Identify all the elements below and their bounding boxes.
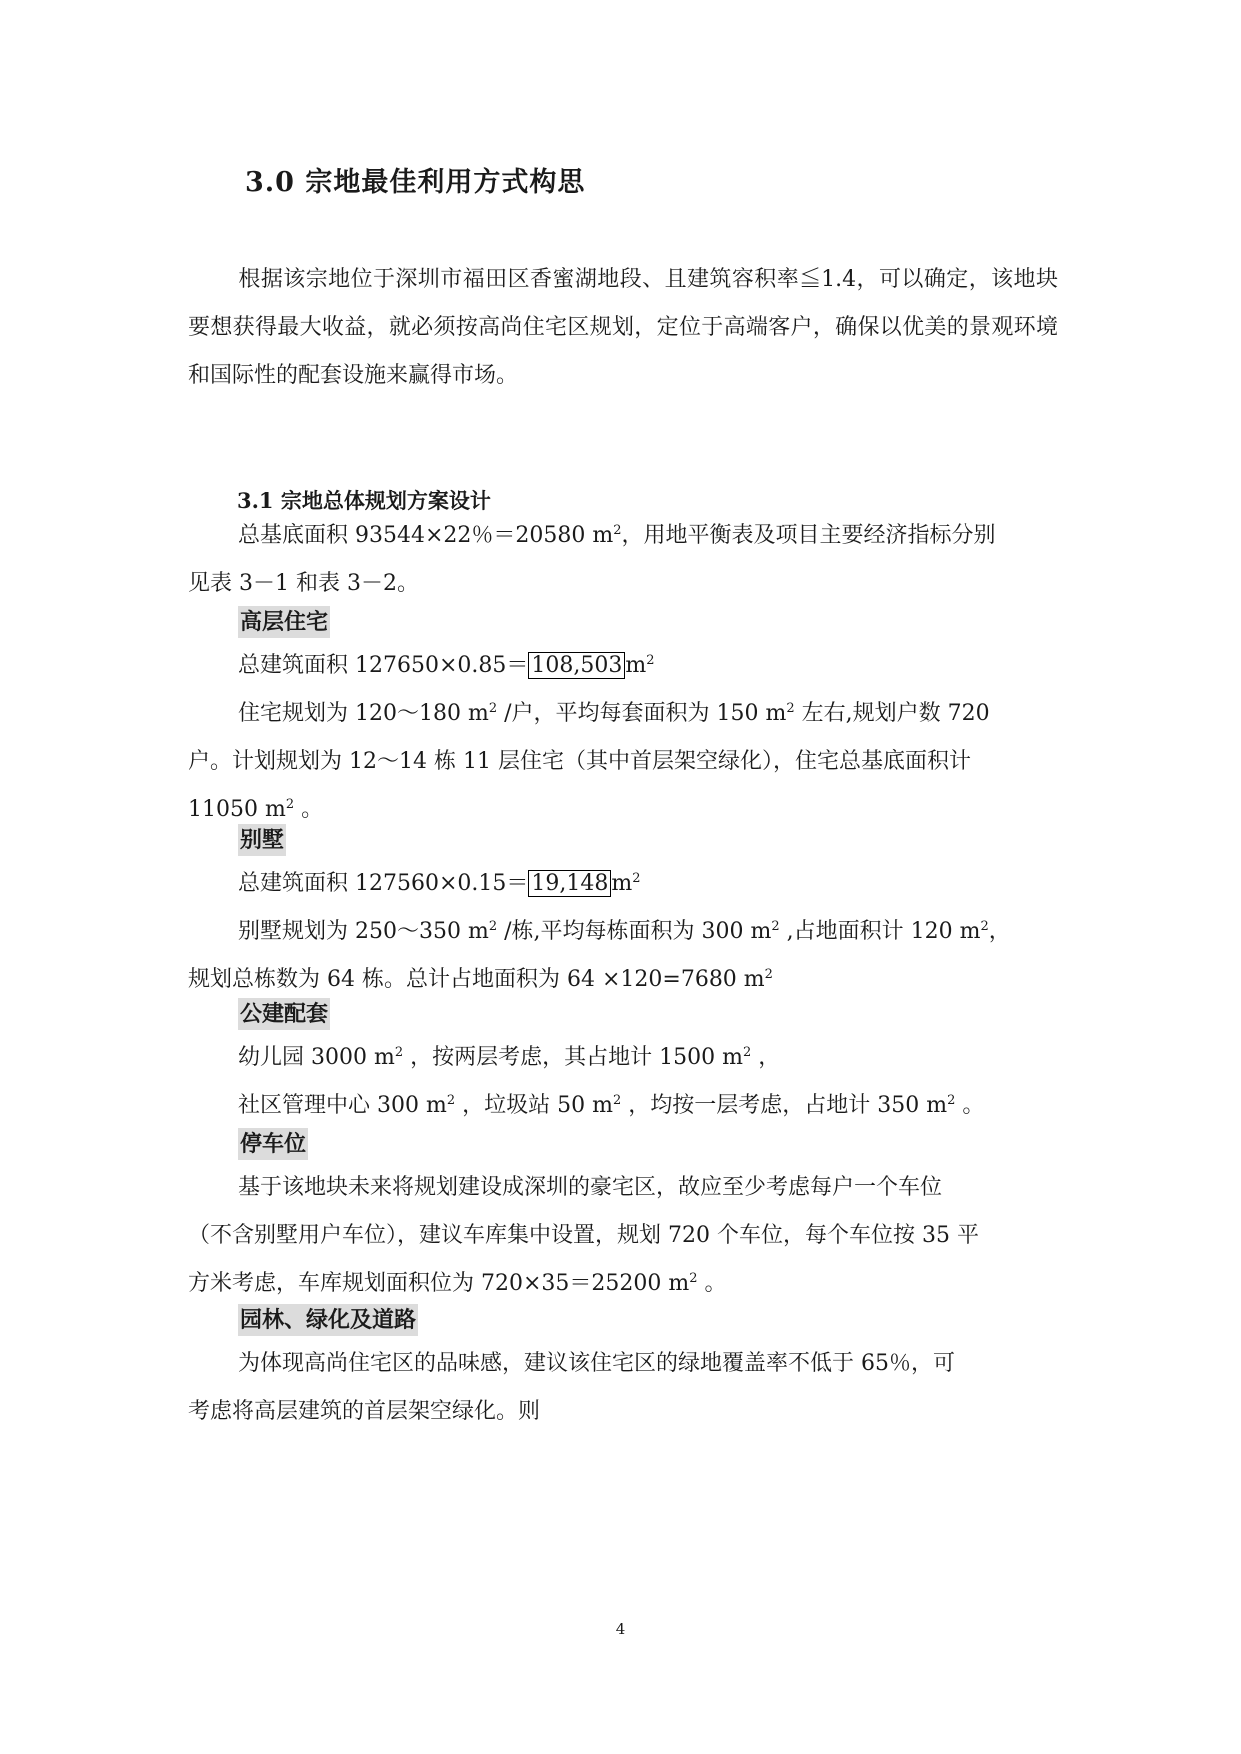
greening-heading: 园林、绿化及道路 (238, 1304, 418, 1336)
highrise-line-2: 户。计划规划为 12～14 栋 11 层住宅（其中首层架空绿化），住宅总基底面积计 (188, 749, 971, 774)
parking-line-3: 方米考虑，车库规划面积位为 720×35＝25200 $m^2$ 。 (188, 1271, 727, 1296)
villa-heading: 别墅 (238, 824, 286, 856)
public-line-1: 幼儿园 3000 $m^2$ ，按两层考虑，其占地计 1500 $m^2$ ， (238, 1045, 781, 1070)
highrise-line-1: 住宅规划为 120～180 $m^2$ /户，平均每套面积为 150 $m^2$ 左右,规划户数 720 (238, 701, 990, 726)
base-area-line: 总基底面积 93544×22％＝20580 $m^2$，用地平衡表及项目主要经济指标分别 (238, 523, 996, 548)
public-heading: 公建配套 (238, 998, 330, 1030)
highrise-total-area: 总建筑面积 127650×0.85＝ 108,503 $m^2$ (238, 653, 655, 678)
parking-line-2: （不含别墅用户车位），建议车库集中设置，规划 720 个车位，每个车位按 35 平 (188, 1223, 979, 1248)
highrise-line-3: 11050 $m^2$ 。 (188, 797, 324, 822)
subsection-title: 3.1 宗地总体规划方案设计 (237, 488, 491, 513)
villa-line-2: 规划总栋数为 64 栋。总计占地面积为 64 ×120=7680 $m^2$ (188, 967, 773, 992)
greening-line-1: 为体现高尚住宅区的品味感，建议该住宅区的绿地覆盖率不低于 65％，可 (238, 1351, 955, 1376)
base-area-line-2: 见表 3－1 和表 3－2。 (188, 571, 419, 596)
intro-text: 根据该宗地位于深圳市福田区香蜜湖地段、且建筑容积率≦1.4，可以确定，该地块要想获得最大收益，就必须按高尚住宅区规划，定位于高端客户，确保以优美的景观环境和国际性的配套设施来赢得市场。 (188, 267, 1058, 388)
villa-line-1: 别墅规划为 250～350 $m^2$ /栋,平均每栋面积为 300 $m^2$ ,占地面积计 120 $m^2$， (238, 919, 1011, 944)
page-number: 4 (615, 1620, 626, 1638)
villa-total-area: 总建筑面积 127560×0.15＝ 19,148 $m^2$ (238, 871, 641, 896)
intro-paragraph (188, 256, 1058, 400)
highrise-heading: 高层住宅 (238, 606, 330, 638)
public-line-2: 社区管理中心 300 $m^2$ ，垃圾站 50 $m^2$ ，均按一层考虑，占地计 350 $m^2$ 。 (238, 1093, 985, 1118)
parking-heading: 停车位 (238, 1128, 308, 1160)
highrise-total-value: 108,503 (528, 652, 625, 679)
parking-line-1: 基于该地块未来将规划建设成深圳的豪宅区，故应至少考虑每户一个车位 (238, 1175, 943, 1200)
section-title: 3.0 宗地最佳利用方式构思 (245, 167, 586, 198)
villa-total-value: 19,148 (528, 870, 611, 897)
greening-line-2: 考虑将高层建筑的首层架空绿化。则 (188, 1399, 541, 1424)
